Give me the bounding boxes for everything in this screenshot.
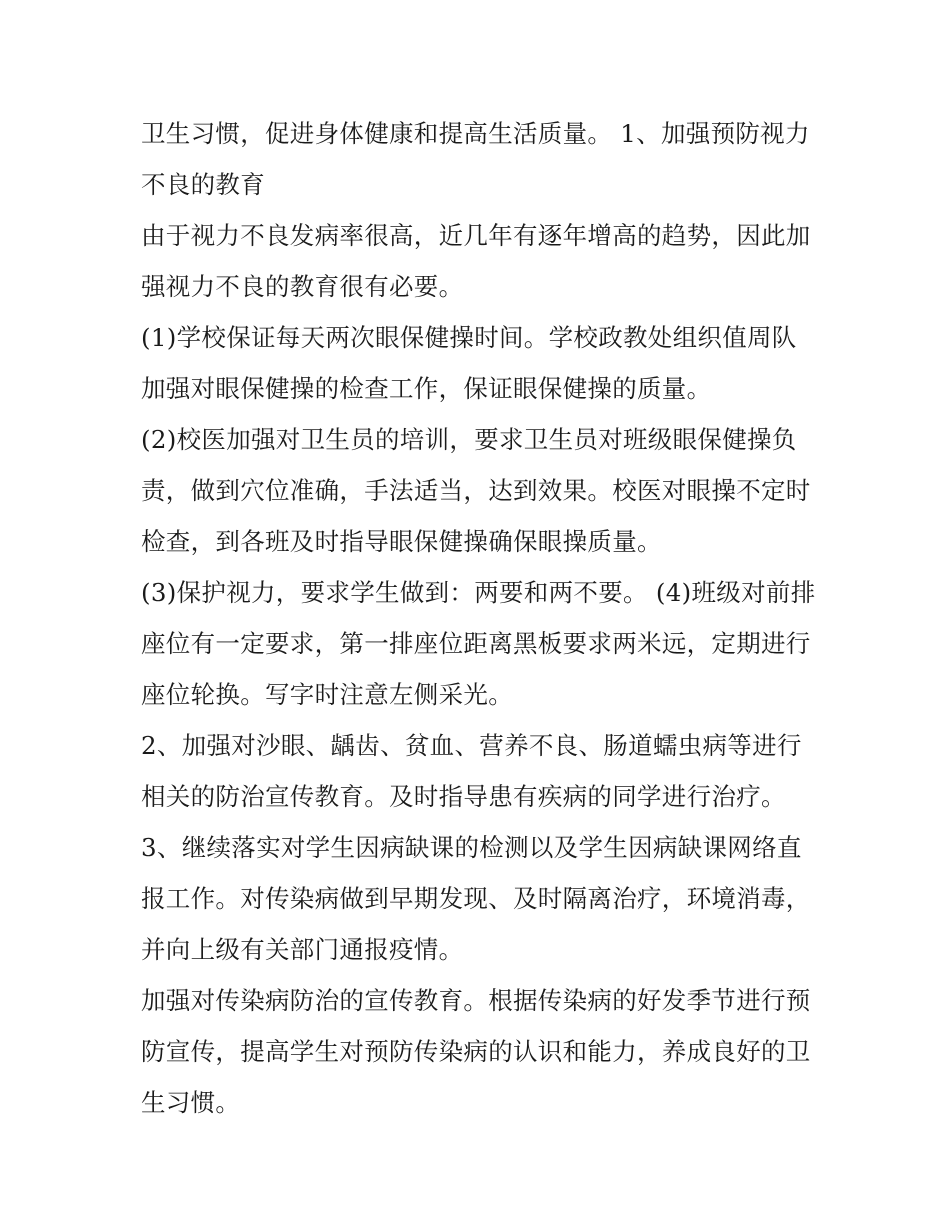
text-line: 2、加强对沙眼、龋齿、贫血、营养不良、肠道蠕虫病等进行 [141,731,802,760]
text-line: 3、继续落实对学生因病缺课的检测以及学生因病缺课网络直 [141,833,802,862]
text-line: 强视力不良的教育很有必要。 [141,272,464,301]
text-line: 并向上级有关部门通报疫情。 [141,935,464,964]
text-line: 由于视力不良发病率很高，近几年有逐年增高的趋势，因此加 [141,221,811,250]
text-line: 生习惯。 [141,1088,241,1117]
text-line: (1)学校保证每天两次眼保健操时间。学校政教处组织值周队 [141,323,797,352]
text-line: 检查，到各班及时指导眼保健操确保眼操质量。 [141,527,662,556]
text-line: 相关的防治宣传教育。及时指导患有疾病的同学进行治疗。 [141,782,786,811]
text-line: 防宣传，提高学生对预防传染病的认识和能力，养成良好的卫 [141,1037,811,1066]
text-line: (2)校医加强对卫生员的培训，要求卫生员对班级眼保健操负 [141,425,797,454]
text-line: 报工作。对传染病做到早期发现、及时隔离治疗，环境消毒， [141,884,811,913]
text-line: 座位轮换。写字时注意左侧采光。 [141,680,513,709]
text-line: 责，做到穴位准确，手法适当，达到效果。校医对眼操不定时 [141,476,811,505]
text-line: 卫生习惯，促进身体健康和提高生活质量。 1、加强预防视力 [141,119,810,148]
body-text [141,108,821,1128]
text-line: 加强对传染病防治的宣传教育。根据传染病的好发季节进行预 [141,986,811,1015]
text-line: 座位有一定要求，第一排座位距离黑板要求两米远，定期进行 [141,629,811,658]
text-line: (3)保护视力，要求学生做到：两要和两不要。 (4)班级对前排 [141,578,816,607]
text-line: 加强对眼保健操的检查工作，保证眼保健操的质量。 [141,374,712,403]
text-line: 不良的教育 [141,170,265,199]
